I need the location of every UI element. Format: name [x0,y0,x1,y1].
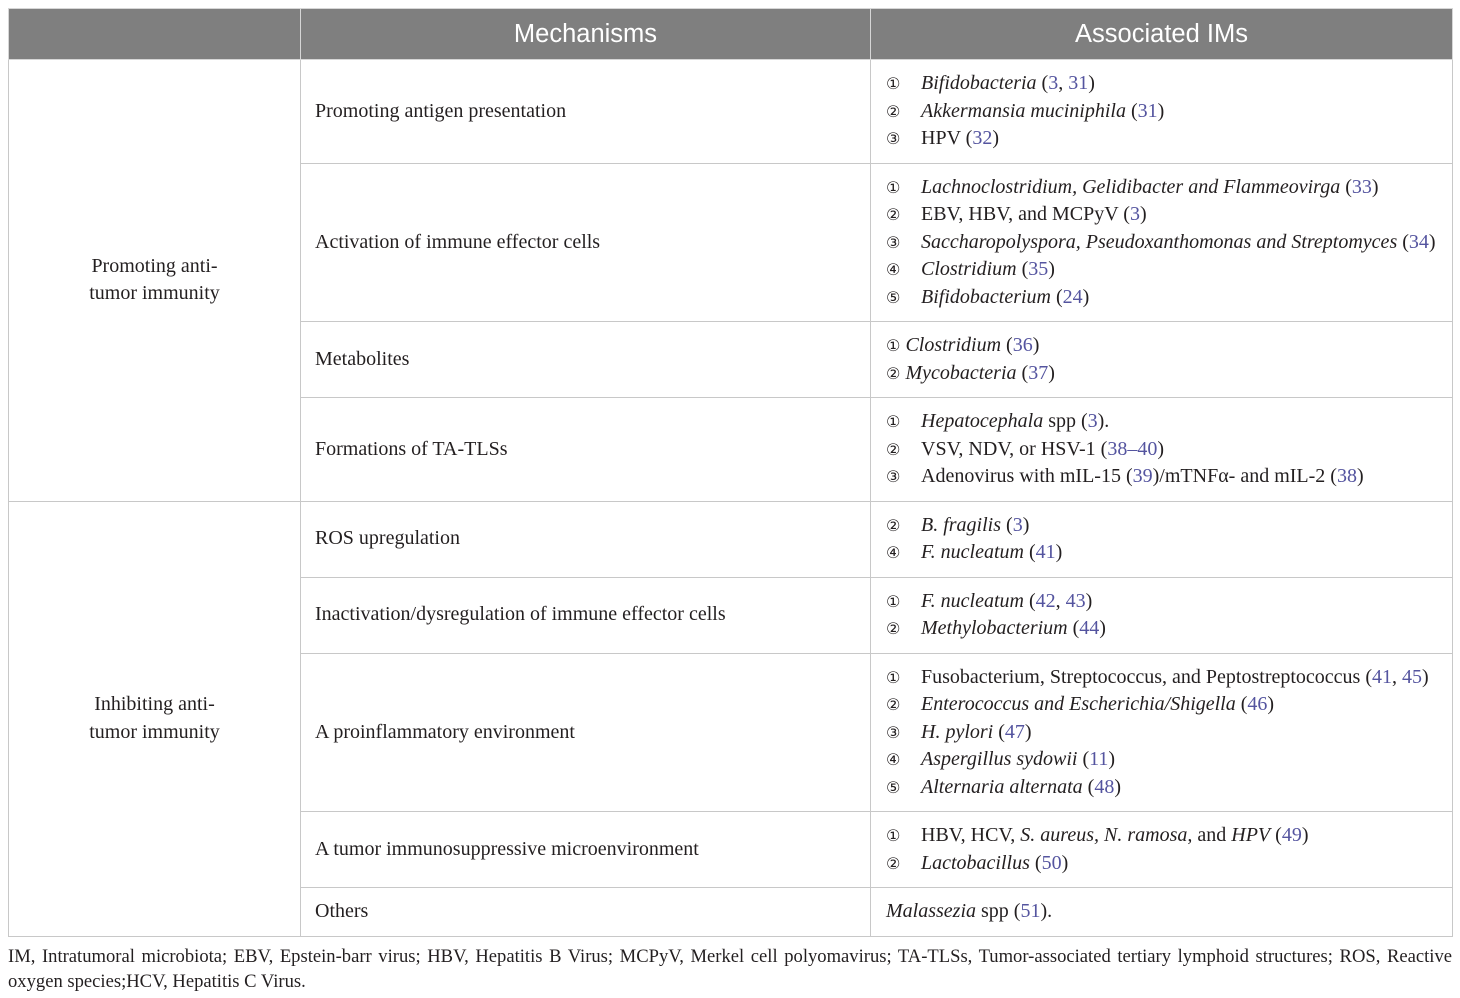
reference-link[interactable]: 38 [1336,465,1357,487]
reference-link[interactable]: 51 [1020,900,1041,922]
taxon-name: Saccharopolyspora, Pseudoxanthomonas and Streptomyces [921,230,1398,253]
item-text-segment: spp ( [976,900,1021,922]
item-text-segment: ) [1048,361,1055,384]
reference-link[interactable]: 41 [1372,665,1392,688]
item-text-segment: ) [1061,851,1069,874]
im-item [886,615,1446,643]
im-item [886,98,1446,126]
table-row [9,60,1453,164]
associated-ims-cell [871,653,1453,812]
item-text-segment: ( [1077,748,1090,770]
reference-link[interactable]: 41 [1035,541,1056,563]
item-text [921,72,1095,94]
reference-link[interactable]: 3 [1048,72,1059,94]
item-text-segment: )/mTNFα- and mIL-2 ( [1152,465,1337,487]
reference-link[interactable]: 38–40 [1107,437,1158,460]
associated-ims-cell [871,501,1453,577]
reference-link[interactable]: 39 [1132,465,1153,487]
item-text [886,334,1039,356]
item-text-segment: Adenovirus with mIL-15 ( [921,465,1133,487]
taxon-name: Malassezia [886,900,976,922]
taxon-name: Alternaria alternata [921,775,1083,798]
item-text [921,410,1109,432]
item-text-segment: ① [886,336,906,355]
im-item [886,774,1446,802]
item-text-segment: ( [1001,513,1013,536]
header-mechanisms: Mechanisms [301,9,871,60]
item-number: ② [886,853,901,873]
im-item [886,256,1446,284]
group-cell [9,60,301,502]
item-number: ② [886,101,901,121]
table-row [9,501,1453,577]
item-text-segment: ) [1022,513,1030,536]
item-number: ② [886,439,901,459]
item-text-segment: HBV, HCV, [921,824,1021,846]
item-number: ① [886,667,901,687]
taxon-name: Hepatocephala [921,410,1044,432]
item-text-segment: ) [1082,285,1090,308]
item-number: ② [886,695,901,714]
item-number: ① [886,412,901,431]
item-text-segment: ) [1088,72,1095,94]
im-item [886,719,1446,747]
item-text [921,776,1121,798]
reference-link[interactable]: 50 [1041,851,1062,874]
item-text-segment: ) [1267,693,1275,715]
item-number: ③ [886,722,901,742]
reference-link[interactable]: 43 [1065,589,1086,612]
im-item [886,539,1446,567]
reference-link[interactable]: 3 [1129,203,1140,225]
im-item [886,512,1446,540]
item-number: ④ [886,750,901,769]
im-item [886,201,1446,229]
item-text-segment: spp ( [1043,410,1088,432]
mechanism-cell: Inactivation/dysregulation of immune effector cells [301,577,871,653]
item-text-segment: ( [1023,541,1036,563]
im-item [886,229,1446,257]
table-footnote: IM, Intratumoral microbiota; EBV, Epstein-barr virus; HBV, Hepatitis B Virus; MCPyV, Merkel cell polyomavirus; TA-TLSs, Tumor-associated tertiary lymphoid structures; ROS, Reactive oxygen species;HCV, Hepatitis C Virus. [8,945,1452,992]
im-item [886,125,1446,153]
taxon-name: Aspergillus sydowii [921,748,1078,770]
item-text-segment: , [1392,665,1402,688]
item-text-segment: ( [1235,693,1248,715]
item-text [886,900,1052,922]
item-number: ② [886,619,901,638]
im-item [886,588,1446,616]
header-empty-cell [9,9,301,60]
item-text-segment: ). [1097,410,1110,432]
item-text-segment: Fusobacterium, Streptococcus, and Peptostreptococcus ( [921,665,1372,688]
item-text-segment: ( [1023,589,1036,612]
associated-ims-cell [871,322,1453,398]
item-text [921,176,1379,198]
reference-link[interactable]: 47 [1004,720,1025,743]
item-text-segment: ( [1016,258,1029,280]
item-text [921,231,1436,253]
taxon-name: Bifidobacteria [921,72,1037,94]
table-header [9,9,1453,60]
item-text-segment: VSV, NDV, or HSV-1 ( [921,437,1108,460]
taxon-name: Clostridium [921,258,1017,280]
reference-link[interactable]: 11 [1089,748,1109,770]
im-item [886,332,1446,360]
taxon-name: HPV [1231,824,1271,846]
mechanism-cell: ROS upregulation [301,501,871,577]
reference-link[interactable]: 42 [1035,589,1056,612]
reference-link[interactable]: 46 [1247,693,1268,715]
item-text-segment: and [1192,824,1232,846]
item-text-segment: ) [1048,258,1055,280]
taxon-name: Lachnoclostridium, Gelidibacter and Flammeovirga [921,175,1341,198]
item-text-segment: ) [1301,824,1309,846]
im-item [886,822,1446,850]
item-text-segment: ( [1050,285,1063,308]
item-text [886,362,1055,384]
im-item [886,463,1446,491]
group-label: Promoting anti-tumor immunity [89,254,220,305]
item-text-segment: ) [1428,230,1436,253]
associated-ims-cell [871,398,1453,502]
item-text [921,127,999,149]
im-item [886,284,1446,312]
associated-ims-cell [871,812,1453,888]
taxon-name: Enterococcus and Escherichia/Shigella [921,693,1236,715]
reference-link[interactable]: 32 [972,127,993,149]
item-text [921,541,1062,563]
item-text-segment: ( [1340,175,1352,198]
item-number: ① [886,591,901,611]
item-text [921,514,1029,536]
taxon-name: Methylobacterium [921,617,1068,639]
taxon-name: B. fragilis [921,513,1002,536]
item-text-segment: ) [1157,437,1165,460]
reference-link[interactable]: 36 [1012,334,1033,356]
im-item [886,70,1446,98]
item-text [921,203,1147,225]
im-item [886,898,1446,926]
reference-link[interactable]: 3 [1087,410,1098,432]
im-item [886,174,1446,202]
reference-link[interactable]: 34 [1408,230,1429,253]
item-text-segment: ) [1139,203,1147,225]
item-text-segment: ) [1114,775,1122,798]
item-text-segment: ) [1371,175,1379,198]
group-label: Inhibiting anti-tumor immunity [89,693,220,743]
item-text-segment: ) [1108,748,1116,770]
item-text [921,590,1092,612]
taxon-name: Lactobacillus [921,851,1030,874]
taxon-name: F. nucleatum [921,541,1024,563]
group-cell [9,501,301,936]
item-text [921,286,1089,308]
reference-link[interactable]: 37 [1028,361,1049,384]
item-text-segment: ② [886,363,906,383]
item-text-segment: ( [1001,334,1013,356]
item-text-segment: ) [1157,99,1165,122]
reference-link[interactable]: 49 [1281,824,1302,846]
item-text-segment: ) [1356,465,1364,487]
mechanism-cell: A tumor immunosuppressive microenvironment [301,812,871,888]
table-body [9,60,1453,937]
item-text-segment: ) [1055,541,1063,563]
item-text-segment: , [1058,72,1069,94]
item-text-segment: ( [1270,824,1282,846]
associated-ims-cell [871,888,1453,937]
mechanism-cell: Promoting antigen presentation [301,60,871,164]
item-text [921,438,1164,460]
item-number: ③ [886,232,901,252]
taxon-name: F. nucleatum [921,589,1024,612]
item-number: ① [886,74,901,93]
im-item [886,746,1446,774]
item-text-segment: ( [1029,851,1042,874]
item-number: ⑤ [886,287,901,307]
item-text-segment: ( [1036,72,1049,94]
mechanism-cell: Metabolites [301,322,871,398]
item-text [921,852,1068,874]
item-number: ① [886,177,901,197]
item-text-segment: ) [992,127,999,149]
table-figure [8,8,1452,994]
item-text-segment: ( [1082,775,1095,798]
im-item [886,436,1446,464]
item-text-segment: , [1055,589,1066,612]
item-number: ② [886,205,901,224]
item-text-segment: ( [993,720,1005,743]
reference-link[interactable]: 45 [1402,665,1422,688]
item-text [921,824,1308,846]
reference-link[interactable]: 33 [1351,175,1372,198]
item-text [921,100,1164,122]
item-number: ① [886,826,901,845]
mechanism-cell: Formations of TA-TLSs [301,398,871,502]
reference-link[interactable]: 44 [1079,617,1100,639]
taxon-name: Mycobacteria [905,361,1017,384]
item-text [921,465,1364,487]
reference-link[interactable]: 3 [1012,513,1023,536]
associated-ims-cell [871,577,1453,653]
taxon-name: H. pylori [921,720,994,743]
item-text-segment: ( [1125,99,1138,122]
associated-ims-cell [871,163,1453,322]
mechanism-cell: Activation of immune effector cells [301,163,871,322]
reference-link[interactable]: 31 [1068,72,1089,94]
reference-link[interactable]: 35 [1028,258,1049,280]
im-item [886,664,1446,692]
reference-link[interactable]: 31 [1137,99,1158,122]
item-text-segment: HPV ( [921,127,973,149]
item-text-segment: ( [1016,361,1029,384]
item-text [921,617,1106,639]
item-text-segment: ) [1099,617,1106,639]
item-text-segment: EBV, HBV, and MCPyV ( [921,203,1130,225]
item-text [921,748,1115,770]
mechanism-cell: A proinflammatory environment [301,653,871,812]
mechanisms-table [8,8,1453,937]
im-item [886,408,1446,436]
taxon-name: Akkermansia muciniphila [921,99,1126,122]
associated-ims-cell [871,60,1453,164]
taxon-name: Bifidobacterium [921,285,1051,308]
item-text-segment: ) [1422,665,1429,688]
item-number: ④ [886,543,901,562]
item-text [921,666,1429,688]
item-number: ③ [886,467,901,486]
item-text-segment: ). [1040,900,1053,922]
item-number: ② [886,515,901,535]
header-row [9,9,1453,60]
item-number: ⑤ [886,777,901,797]
item-text-segment: ) [1032,334,1040,356]
taxon-name: Clostridium [905,334,1002,356]
item-text-segment: ) [1085,589,1093,612]
item-number: ④ [886,260,901,279]
item-number: ③ [886,129,901,148]
item-text-segment: ( [1397,230,1409,253]
mechanism-cell: Others [301,888,871,937]
item-text [921,258,1055,280]
item-text-segment: ) [1024,720,1032,743]
im-item [886,850,1446,878]
im-item [886,360,1446,388]
im-item [886,691,1446,719]
item-text [921,721,1032,743]
reference-link[interactable]: 48 [1094,775,1115,798]
taxon-name: S. aureus, N. ramosa, [1020,824,1193,846]
item-text-segment: ( [1067,617,1080,639]
item-text [921,693,1274,715]
header-associated-ims: Associated IMs [871,9,1453,60]
reference-link[interactable]: 24 [1062,285,1083,308]
